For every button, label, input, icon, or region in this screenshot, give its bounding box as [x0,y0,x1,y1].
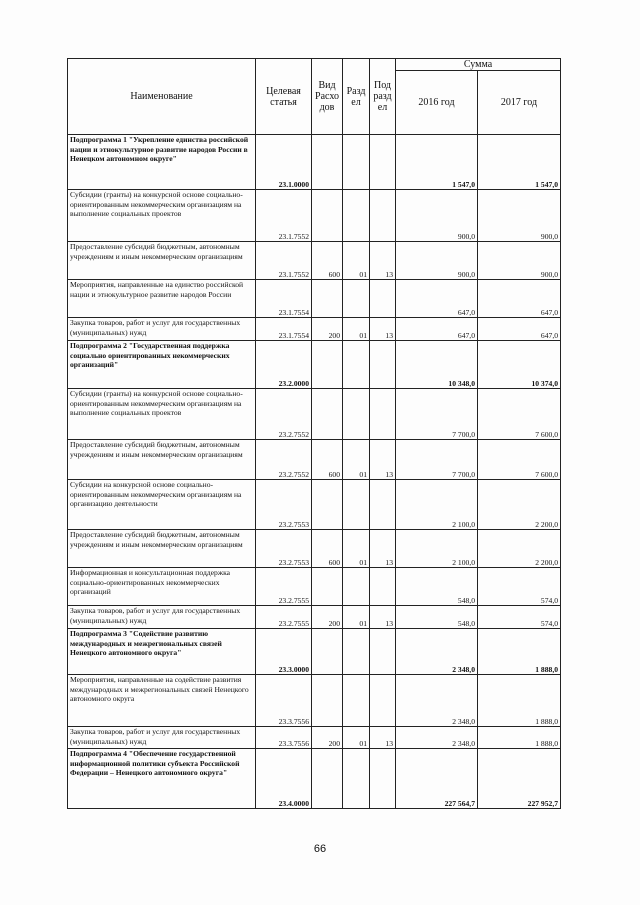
cell-podrazd: 13 [370,440,396,480]
cell-vid: 200 [312,318,343,341]
cell-podrazd: 13 [370,318,396,341]
cell-y2017: 647,0 [478,280,561,318]
cell-y2017: 10 374,0 [478,341,561,389]
cell-y2016: 900,0 [396,190,478,242]
cell-y2017: 900,0 [478,242,561,280]
cell-target: 23.3.7556 [256,727,312,749]
cell-y2016: 2 348,0 [396,629,478,675]
cell-y2016: 647,0 [396,318,478,341]
table-row [68,530,561,568]
cell-podrazd [370,341,396,389]
cell-y2016: 2 348,0 [396,727,478,749]
cell-razd [343,280,370,318]
table-row [68,480,561,530]
header-razd: Разд ел [343,59,370,135]
header-summa: Сумма [396,59,561,71]
cell-y2016: 7 700,0 [396,389,478,440]
cell-y2017: 574,0 [478,568,561,606]
cell-name: Субсидии (гранты) на конкурсной основе социально-ориентированным некоммерческим организациям на выполнение социальных проектов [68,389,256,440]
cell-name: Подпрограмма 4 "Обеспечение государственной информационной политики субъекта Российской Федерации – Ненецкого автономного округа" [68,749,256,809]
cell-y2017: 7 600,0 [478,440,561,480]
cell-y2017: 647,0 [478,318,561,341]
header-year-2017: 2017 год [478,71,561,135]
table-row [68,675,561,727]
table-row [68,389,561,440]
cell-podrazd: 13 [370,530,396,568]
cell-podrazd [370,568,396,606]
cell-target: 23.1.0000 [256,135,312,190]
cell-vid [312,749,343,809]
cell-razd [343,389,370,440]
cell-y2017: 1 888,0 [478,675,561,727]
cell-podrazd [370,675,396,727]
cell-name: Субсидии (гранты) на конкурсной основе социально-ориентированным некоммерческим организациям на выполнение социальных проектов [68,190,256,242]
cell-razd: 01 [343,440,370,480]
cell-podrazd [370,135,396,190]
cell-target: 23.2.7553 [256,530,312,568]
cell-name: Закупка товаров, работ и услуг для государственных (муниципальных) нужд [68,606,256,629]
cell-vid [312,480,343,530]
budget-table [67,58,561,809]
cell-razd [343,190,370,242]
cell-podrazd [370,480,396,530]
cell-y2017: 900,0 [478,190,561,242]
cell-target: 23.2.7553 [256,480,312,530]
table-row [68,606,561,629]
cell-name: Предоставление субсидий бюджетным, автономным учреждениям и иным некоммерческим организациям [68,242,256,280]
header-vid: Вид Расхо дов [312,59,343,135]
cell-y2017: 1 547,0 [478,135,561,190]
cell-vid: 600 [312,530,343,568]
page-number: 66 [313,843,327,855]
cell-vid: 200 [312,727,343,749]
table-row [68,727,561,749]
cell-vid [312,341,343,389]
cell-vid [312,675,343,727]
cell-vid: 200 [312,606,343,629]
cell-vid: 600 [312,440,343,480]
cell-vid [312,389,343,440]
cell-y2017: 2 200,0 [478,530,561,568]
cell-name: Закупка товаров, работ и услуг для государственных (муниципальных) нужд [68,318,256,341]
cell-y2016: 900,0 [396,242,478,280]
cell-vid [312,135,343,190]
cell-y2017: 574,0 [478,606,561,629]
cell-y2016: 647,0 [396,280,478,318]
cell-podrazd [370,280,396,318]
cell-y2017: 227 952,7 [478,749,561,809]
cell-razd: 01 [343,530,370,568]
cell-y2017: 7 600,0 [478,389,561,440]
cell-vid [312,568,343,606]
header-name: Наименование [68,59,256,135]
cell-y2016: 548,0 [396,568,478,606]
header-year-2016: 2016 год [396,71,478,135]
cell-y2016: 227 564,7 [396,749,478,809]
cell-y2016: 2 100,0 [396,480,478,530]
cell-y2016: 7 700,0 [396,440,478,480]
cell-y2016: 2 100,0 [396,530,478,568]
cell-podrazd [370,389,396,440]
cell-target: 23.2.7552 [256,389,312,440]
table-row [68,280,561,318]
cell-y2016: 548,0 [396,606,478,629]
table-row [68,135,561,190]
cell-name: Подпрограмма 2 "Государственная поддержка социально ориентированных некоммерческих организаций" [68,341,256,389]
cell-vid [312,629,343,675]
cell-razd: 01 [343,242,370,280]
cell-razd [343,480,370,530]
header-podrazd: Под разд ел [370,59,396,135]
cell-y2017: 1 888,0 [478,629,561,675]
cell-razd: 01 [343,606,370,629]
table-row [68,440,561,480]
cell-podrazd: 13 [370,727,396,749]
cell-target: 23.3.0000 [256,629,312,675]
cell-y2016: 1 547,0 [396,135,478,190]
header-target: Целевая статья [256,59,312,135]
cell-target: 23.4.0000 [256,749,312,809]
table-body [68,135,561,809]
cell-razd [343,568,370,606]
table-row [68,242,561,280]
cell-razd [343,135,370,190]
cell-razd [343,629,370,675]
cell-target: 23.2.0000 [256,341,312,389]
cell-target: 23.3.7556 [256,675,312,727]
table-row [68,629,561,675]
table-row [68,749,561,809]
table-row [68,318,561,341]
cell-y2017: 2 200,0 [478,480,561,530]
cell-y2016: 2 348,0 [396,675,478,727]
table-header [68,59,561,135]
cell-name: Предоставление субсидий бюджетным, автономным учреждениям и иным некоммерческим организациям [68,530,256,568]
cell-target: 23.2.7555 [256,568,312,606]
cell-razd: 01 [343,727,370,749]
cell-razd [343,341,370,389]
cell-razd [343,749,370,809]
cell-target: 23.1.7554 [256,280,312,318]
cell-y2017: 1 888,0 [478,727,561,749]
table-row [68,190,561,242]
cell-podrazd: 13 [370,606,396,629]
cell-razd: 01 [343,318,370,341]
cell-name: Мероприятия, направленные на единство российской нации и этнокультурное развитие народов России [68,280,256,318]
cell-target: 23.1.7552 [256,190,312,242]
cell-podrazd [370,629,396,675]
cell-name: Подпрограмма 3 "Содействие развитию международных и межрегиональных связей Ненецкого автономного округа" [68,629,256,675]
cell-name: Информационная и консультационная поддержка социально-ориентированных некоммерческих организаций [68,568,256,606]
cell-name: Подпрограмма 1 "Укрепление единства российской нации и этнокультурное развитие народов России в Ненецком автономном округе" [68,135,256,190]
cell-podrazd [370,190,396,242]
cell-vid [312,280,343,318]
cell-podrazd [370,749,396,809]
cell-vid [312,190,343,242]
cell-name: Мероприятия, направленные на содействие развития международных и межрегиональных связей Ненецкого автономного округа [68,675,256,727]
cell-name: Субсидии на конкурсной основе социально-ориентированным некоммерческим организациям на организацию деятельности [68,480,256,530]
cell-razd [343,675,370,727]
table-row [68,341,561,389]
cell-podrazd: 13 [370,242,396,280]
cell-vid: 600 [312,242,343,280]
cell-target: 23.1.7554 [256,318,312,341]
cell-name: Предоставление субсидий бюджетным, автономным учреждениям и иным некоммерческим организациям [68,440,256,480]
cell-target: 23.2.7552 [256,440,312,480]
cell-target: 23.2.7555 [256,606,312,629]
cell-y2016: 10 348,0 [396,341,478,389]
cell-target: 23.1.7552 [256,242,312,280]
cell-name: Закупка товаров, работ и услуг для государственных (муниципальных) нужд [68,727,256,749]
table-row [68,568,561,606]
